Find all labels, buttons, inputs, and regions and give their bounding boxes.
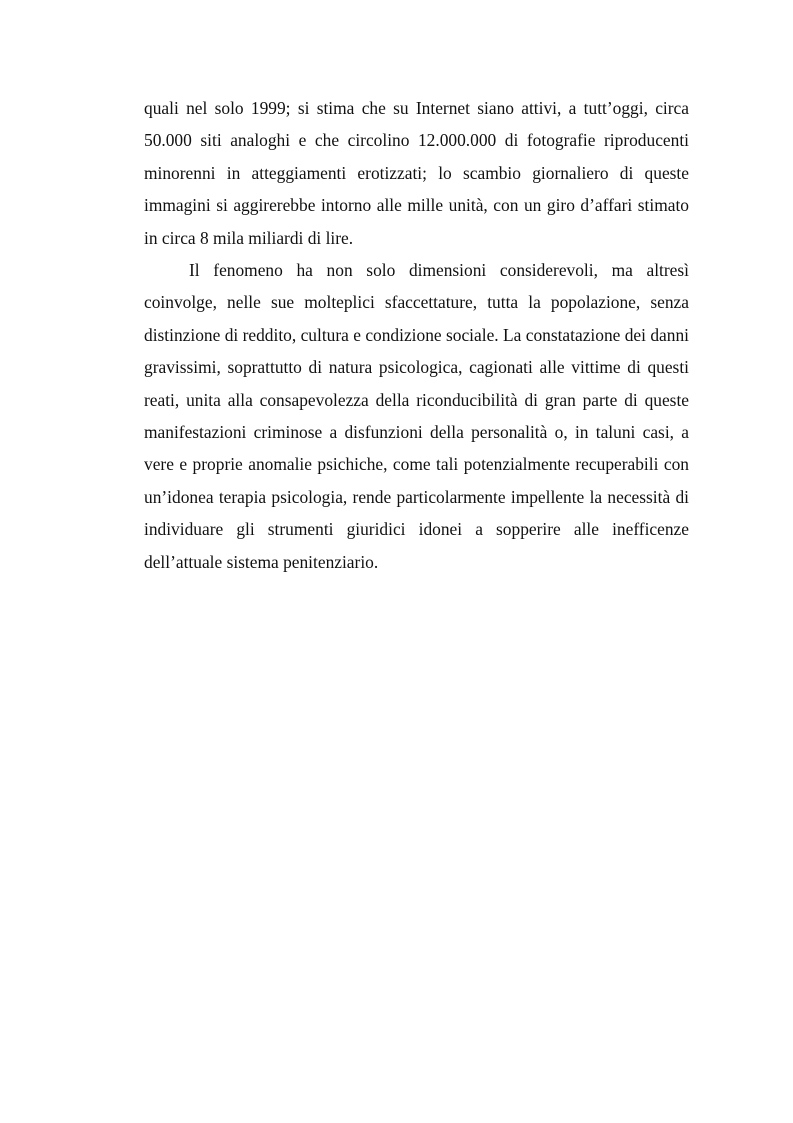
paragraph-continuation: quali nel solo 1999; si stima che su Internet siano attivi, a tutt’oggi, circa 50.000 siti analoghi e che circolino 12.000.000 di fotografie riproducenti minorenni in atteggiamenti erotizzati; lo scambio giornaliero di queste immagini si aggirerebbe intorno alle mille unità, con un giro d’affari stimato in circa 8 mila miliardi di lire. xyxy=(144,98,689,248)
paragraph-phenomenon: Il fenomeno ha non solo dimensioni considerevoli, ma altresì coinvolge, nelle sue molteplici sfaccettature, tutta la popolazione, senza distinzione di reddito, cultura e condizione sociale. La constatazione dei danni gravissimi, soprattutto di natura psicologica, cagionati alle vittime di questi reati, unita alla consapevolezza della riconducibilità di gran parte di queste manifestazioni criminose a disfunzioni della personalità o, in taluni casi, a vere e proprie anomalie psichiche, come tali potenzialmente recuperabili con un’idonea terapia psicologia, rende particolarmente impellente la necessità di individuare gli strumenti giuridici idonei a sopperire alle inefficenze dell’attuale sistema penitenziario. xyxy=(144,260,689,572)
body-text xyxy=(144,92,689,578)
